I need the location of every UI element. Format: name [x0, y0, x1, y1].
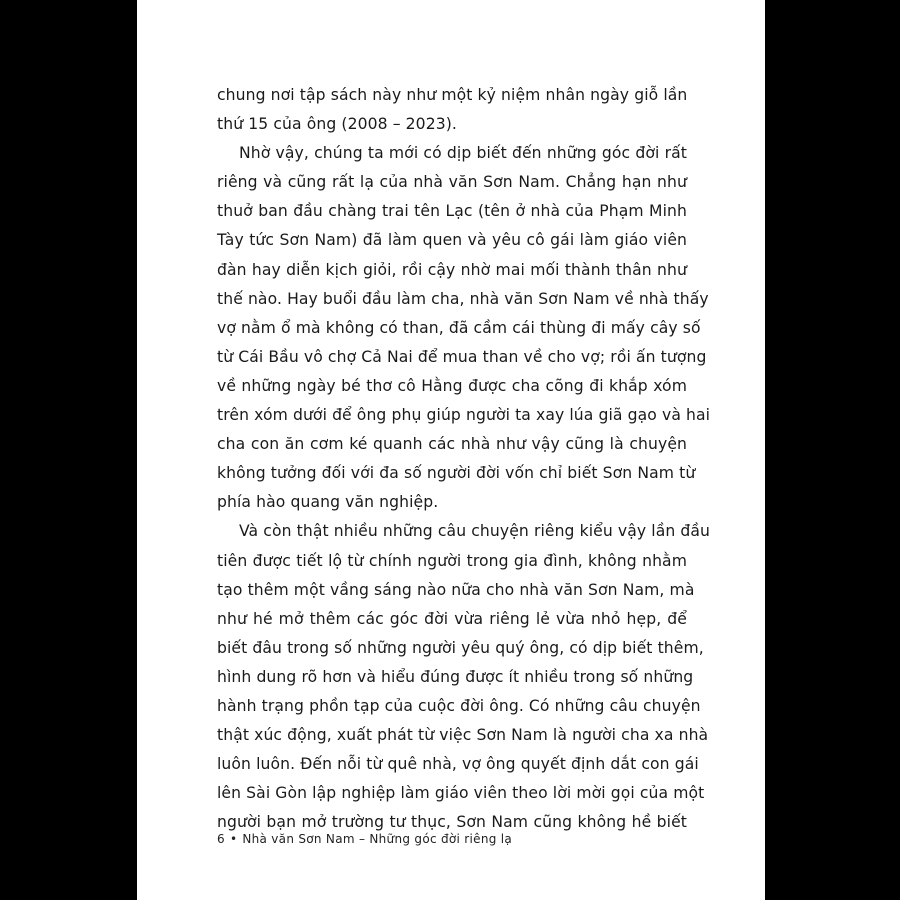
paragraph [217, 517, 711, 837]
text-line: từ Cái Bầu vô chợ Cả Nai để mua than về cho vợ; rồi ấn tượng [217, 347, 707, 366]
footer-bullet: • [229, 832, 238, 846]
text-line: lên Sài Gòn lập nghiệp làm giáo viên theo lời mời gọi của một [217, 784, 705, 803]
text-line: riêng và cũng rất lạ của nhà văn Sơn Nam. Chẳng hạn như [217, 173, 687, 192]
text-line: hình dung rõ hơn và hiểu đúng được ít nhiều trong số những [217, 667, 694, 686]
text-line: về những ngày bé thơ cô Hằng được cha cõng đi khắp xóm [217, 376, 687, 395]
text-line: luôn luôn. Đến nỗi từ quê nhà, vợ ông quyết định dắt con gái [217, 755, 699, 774]
text-line: Tày tức Sơn Nam) đã làm quen và yêu cô gái làm giáo viên [217, 231, 687, 250]
text-line: biết đâu trong số những người yêu quý ông, có dịp biết thêm, [217, 638, 704, 657]
text-line: thế nào. Hay buổi đầu làm cha, nhà văn Sơn Nam về nhà thấy [217, 289, 709, 308]
text-line: hành trạng phồn tạp của cuộc đời ông. Có những câu chuyện [217, 696, 701, 715]
text-line: trên xóm dưới để ông phụ giúp người ta xay lúa giã gạo và hai [217, 406, 711, 425]
text-line: tiên được tiết lộ từ chính người trong gia đình, không nhằm [217, 551, 687, 570]
paragraph [217, 139, 711, 517]
text-line: không tưởng đối với đa số người đời vốn chỉ biết Sơn Nam từ [217, 464, 696, 483]
text-line: vợ nằm ổ mà không có than, đã cầm cái thùng đi mấy cây số [217, 318, 701, 337]
body-text [217, 81, 711, 837]
text-line: đàn hay diễn kịch giỏi, rồi cậy nhờ mai mối thành thân như [217, 260, 687, 279]
running-title: Nhà văn Sơn Nam – Những góc đời riêng lạ [242, 832, 513, 846]
text-line: Nhờ vậy, chúng ta mới có dịp biết đến những góc đời rất [239, 144, 687, 163]
page-footer [217, 832, 512, 846]
book-page [137, 0, 765, 900]
text-line: Và còn thật nhiều những câu chuyện riêng kiểu vậy lần đầu [239, 522, 711, 541]
text-line: phía hào quang văn nghiệp. [217, 493, 439, 512]
text-line: thuở ban đầu chàng trai tên Lạc (tên ở nhà của Phạm Minh [217, 202, 687, 221]
text-line: chung nơi tập sách này như một kỷ niệm nhân ngày giỗ lần [217, 86, 688, 104]
text-line: như hé mở thêm các góc đời vừa riêng lẻ vừa nhỏ hẹp, để [217, 609, 687, 628]
text-line: người bạn mở trường tư thục, Sơn Nam cũng không hề biết [217, 813, 687, 832]
page-number: 6 [217, 832, 225, 846]
text-line: thứ 15 của ông (2008 – 2023). [217, 115, 457, 134]
text-line: tạo thêm một vầng sáng nào nữa cho nhà văn Sơn Nam, mà [217, 580, 695, 599]
text-line: thật xúc động, xuất phát từ việc Sơn Nam là người cha xa nhà [217, 726, 709, 745]
text-line: cha con ăn cơm ké quanh các nhà như vậy cũng là chuyện [217, 435, 687, 454]
paragraph [217, 81, 687, 139]
